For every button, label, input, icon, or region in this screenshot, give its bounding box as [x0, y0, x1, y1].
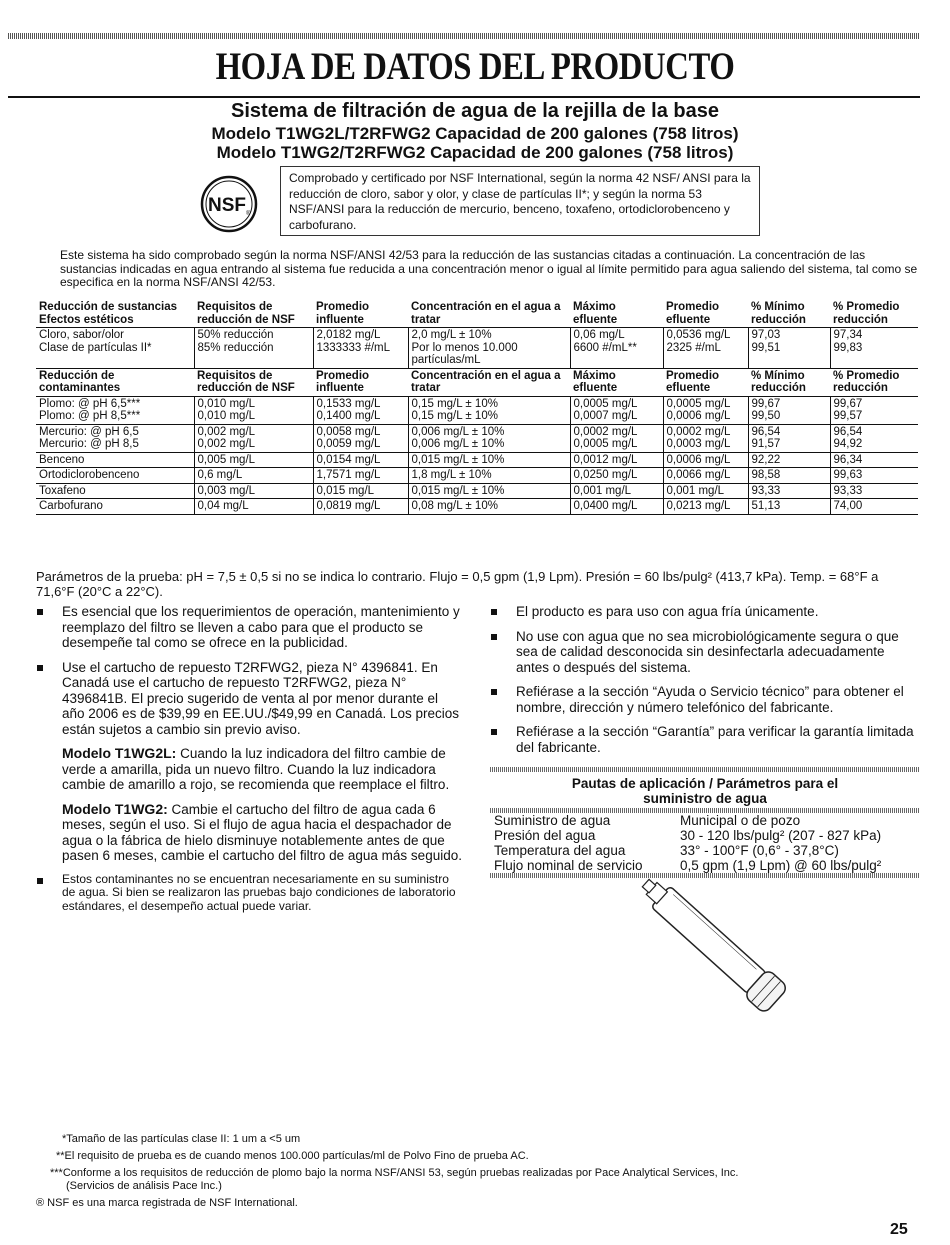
table-cell: 0,0012 mg/L — [570, 452, 663, 468]
table-cell: 0,0058 mg/L 0,0059 mg/L — [313, 424, 408, 452]
table-cell: Mercurio: @ pH 6,5 Mercurio: @ pH 8,5 — [36, 424, 194, 452]
title-rule — [8, 96, 920, 98]
column-header: Promedio influente — [313, 368, 408, 396]
model-line-1: Modelo T1WG2L/T2RFWG2 Capacidad de 200 galones (758 litros) — [211, 124, 739, 143]
table-cell: 0,0536 mg/L 2325 #/mL — [663, 328, 748, 369]
bullet-icon — [37, 665, 43, 671]
hatch-divider — [490, 767, 920, 772]
table-cell: 0,0005 mg/L 0,0007 mg/L — [570, 396, 663, 424]
table-cell: 74,00 — [830, 499, 918, 515]
model-paragraph — [36, 802, 464, 864]
table-cell: 0,003 mg/L — [194, 483, 313, 499]
table-cell: 50% reducción 85% reducción — [194, 328, 313, 369]
reduction-table — [36, 300, 918, 515]
table-cell: Plomo: @ pH 6,5*** Plomo: @ pH 8,5*** — [36, 396, 194, 424]
bullet-text: Use el cartucho de repuesto T2RFWG2, pieza N° 4396841. En Canadá use el cartucho de repuesto T2RFWG2, pieza N° 4396841B. El precio sugerido de venta al por menor durante el año 2006 es de $39,99 en EE.UU./$49,99 en Canadá. Los precios están sujetos a cambio sin previo aviso. — [62, 659, 460, 737]
table-cell: 0,06 mg/L 6600 #/mL** — [570, 328, 663, 369]
certification-box: Comprobado y certificado por NSF International, según la norma 42 NSF/ ANSI para la reducción de cloro, sabor y olor, y clase de partículas II*; y según la norma 53 NSF/ANSI para la reducción de mercurio, benceno, toxafeno, ortodiclorobenceno y carbofurano. — [280, 166, 760, 236]
svg-text:®: ® — [246, 211, 251, 217]
column-header: Promedio efluente — [663, 368, 748, 396]
column-header: Reducción de contaminantes — [36, 368, 194, 396]
table-cell: 0,015 mg/L — [313, 483, 408, 499]
table-cell: 93,33 — [748, 483, 830, 499]
bullet-icon — [491, 634, 497, 640]
table-cell: 0,15 mg/L ± 10% 0,15 mg/L ± 10% — [408, 396, 570, 424]
table-row: Suministro de agua Municipal o de pozo — [494, 813, 801, 828]
column-header: Concentración en el agua a tratar — [408, 300, 570, 328]
table-cell: 96,54 94,92 — [830, 424, 918, 452]
table-cell: Carbofurano — [36, 499, 194, 515]
table-row — [36, 468, 918, 484]
table-cell: 96,54 91,57 — [748, 424, 830, 452]
table-row: Presión del agua 30 - 120 lbs/pulg² (207 - 827 kPa) — [494, 828, 882, 843]
intro-text: Este sistema ha sido comprobado según la norma NSF/ANSI 42/53 para la reducción de las sustancias citadas a continuación. La concentración de las sustancias indicadas en agua entrando al sistema fue reducida a una concentración menor o igual al límite permitido para agua saliendo del sistema, tal como se especifica en la norma NSF/ANSI 42/53. — [60, 248, 918, 289]
column-header: Concentración en el agua a tratar — [408, 368, 570, 396]
table-cell: 0,001 mg/L — [570, 483, 663, 499]
list-item — [490, 604, 920, 620]
column-header: Requisitos de reducción de NSF — [194, 300, 313, 328]
footnote: *Tamaño de las partículas clase II: 1 um a <5 um — [62, 1133, 301, 1145]
guidelines-table — [490, 813, 920, 873]
table-cell: 0,006 mg/L ± 10% 0,006 mg/L ± 10% — [408, 424, 570, 452]
guidelines-section — [490, 767, 920, 878]
table-cell: 2,0182 mg/L 1333333 #/mL — [313, 328, 408, 369]
table-header-row — [36, 300, 918, 328]
bullet-text: Estos contaminantes no se encuentran necesariamente en su suministro de agua. Si bien se realizaron las pruebas bajo condiciones de laboratorio estándares, el desempeño actual puede variar. — [62, 871, 456, 913]
left-column — [36, 604, 464, 922]
column-header: % Mínimo reducción — [748, 368, 830, 396]
table-cell: 93,33 — [830, 483, 918, 499]
bullet-text: Refiérase a la sección “Garantía” para verificar la garantía limitada del fabricante. — [516, 724, 914, 755]
table-cell: 99,67 99,50 — [748, 396, 830, 424]
list-item — [36, 604, 464, 651]
table-cell: 0,0006 mg/L — [663, 452, 748, 468]
table-cell: 97,34 99,83 — [830, 328, 918, 369]
column-header: Máximo efluente — [570, 368, 663, 396]
table-cell: 0,002 mg/L 0,002 mg/L — [194, 424, 313, 452]
bullet-icon — [491, 689, 497, 695]
list-item — [490, 684, 920, 715]
column-header: % Promedio reducción — [830, 300, 918, 328]
table-cell: 1,7571 mg/L — [313, 468, 408, 484]
test-parameters: Parámetros de la prueba: pH = 7,5 ± 0,5 si no se indica lo contrario. Flujo = 0,5 gpm (1,9 Lpm). Presión = 60 lbs/pulg² (413,7 kPa). Temp. = 68°F a 71,6°F (20°C a 22°C). — [36, 569, 879, 599]
filter-cartridge-illustration — [620, 870, 820, 1030]
table-header-row — [36, 368, 918, 396]
bullet-text: El producto es para uso con agua fría únicamente. — [516, 604, 819, 619]
table-row — [36, 424, 918, 452]
list-item — [490, 629, 920, 676]
table-cell: 0,08 mg/L ± 10% — [408, 499, 570, 515]
model-text: Cuando la luz indicadora del filtro cambie de verde a amarilla, pida un nuevo filtro. Cuando la luz indicadora cambie de amarillo a rojo, se recomienda que reemplace el filtro. — [62, 746, 450, 792]
column-header: Promedio influente — [313, 300, 408, 328]
table-row — [36, 396, 918, 424]
footnote: **El requisito de prueba es de cuando menos 100.000 partículas/ml de Polvo Fino de prueba AC. — [56, 1150, 529, 1162]
guidelines-title: Pautas de aplicación / Parámetros para el suministro de agua — [571, 776, 839, 806]
table-cell: 92,22 — [748, 452, 830, 468]
table-cell: 0,005 mg/L — [194, 452, 313, 468]
table-cell: 99,67 99,57 — [830, 396, 918, 424]
table-row: Temperatura del agua 33° - 100°F (0,6° - 37,8°C) — [494, 843, 839, 858]
table-cell: Cloro, sabor/olor Clase de partículas II* — [36, 328, 194, 369]
table-cell: 0,0002 mg/L 0,0005 mg/L — [570, 424, 663, 452]
table-cell: 0,0154 mg/L — [313, 452, 408, 468]
list-item — [36, 660, 464, 738]
top-hatch-bar — [8, 33, 920, 39]
table-cell: 0,010 mg/L 0,010 mg/L — [194, 396, 313, 424]
right-column — [490, 604, 920, 878]
table-cell: 0,015 mg/L ± 10% — [408, 452, 570, 468]
bullet-icon — [491, 609, 497, 615]
table-row — [36, 499, 918, 515]
table-cell: 0,015 mg/L ± 10% — [408, 483, 570, 499]
column-header: Reducción de sustancias Efectos estéticos — [36, 300, 194, 328]
table-cell: 0,0819 mg/L — [313, 499, 408, 515]
table-cell: 0,001 mg/L — [663, 483, 748, 499]
table-cell: Benceno — [36, 452, 194, 468]
footnote: (Servicios de análisis Pace Inc.) — [66, 1180, 222, 1192]
bullet-icon — [37, 878, 43, 884]
table-cell: 0,0250 mg/L — [570, 468, 663, 484]
column-header: Requisitos de reducción de NSF — [194, 368, 313, 396]
footnote: ® NSF es una marca registrada de NSF International. — [36, 1197, 298, 1209]
table-row — [36, 483, 918, 499]
table-cell: Ortodiclorobenceno — [36, 468, 194, 484]
bullet-text: No use con agua que no sea microbiológicamente segura o que sea de calidad desconocida sin desinfectarla adecuadamente antes o después del sistema. — [516, 628, 899, 675]
system-subtitle: Sistema de filtración de agua de la rejilla de la base — [231, 100, 719, 122]
page-number: 25 — [890, 1221, 908, 1238]
table-cell: 0,04 mg/L — [194, 499, 313, 515]
model-paragraph — [36, 746, 464, 793]
model-line-2: Modelo T1WG2/T2RFWG2 Capacidad de 200 galones (758 litros) — [216, 143, 734, 162]
column-header: Promedio efluente — [663, 300, 748, 328]
nsf-logo-text: NSF — [208, 195, 246, 216]
bullet-text: Es esencial que los requerimientos de operación, mantenimiento y reemplazo del filtro se lleven a cabo para que el producto se desempeñe tal como se ofrece en la publicidad. — [62, 604, 460, 650]
table-row: Flujo nominal de servicio 0,5 gpm (1,9 Lpm) @ 60 lbs/pulg² — [494, 858, 882, 873]
table-cell: Toxafeno — [36, 483, 194, 499]
column-header: % Mínimo reducción — [748, 300, 830, 328]
table-cell: 0,0002 mg/L 0,0003 mg/L — [663, 424, 748, 452]
footnotes — [36, 1133, 916, 1210]
table-cell: 0,0400 mg/L — [570, 499, 663, 515]
table-cell: 0,0213 mg/L — [663, 499, 748, 515]
bullet-text: Refiérase a la sección “Ayuda o Servicio técnico” para obtener el nombre, dirección y número telefónico del fabricante. — [516, 684, 904, 715]
table-cell: 99,63 — [830, 468, 918, 484]
page-title: HOJA DE DATOS DEL PRODUCTO — [215, 45, 735, 88]
table-cell: 2,0 mg/L ± 10% Por lo menos 10.000 partículas/mL — [408, 328, 570, 369]
column-header: % Promedio reducción — [830, 368, 918, 396]
footnote: ***Conforme a los requisitos de reducción de plomo bajo la norma NSF/ANSI 53, según pruebas realizadas por Pace Analytical Services, Inc. — [50, 1167, 739, 1179]
bullet-icon — [37, 609, 43, 615]
bullet-icon — [491, 729, 497, 735]
table-cell: 0,6 mg/L — [194, 468, 313, 484]
table-cell: 98,58 — [748, 468, 830, 484]
model-label: Modelo T1WG2L: — [62, 745, 177, 761]
list-item — [490, 724, 920, 755]
table-row — [36, 452, 918, 468]
table-cell: 1,8 mg/L ± 10% — [408, 468, 570, 484]
model-label: Modelo T1WG2: — [62, 800, 168, 817]
table-cell: 0,1533 mg/L 0,1400 mg/L — [313, 396, 408, 424]
table-cell: 0,0005 mg/L 0,0006 mg/L — [663, 396, 748, 424]
model-text: Cambie el cartucho del filtro de agua cada 6 meses, según el uso. Si el flujo de agua hacia el despachador de agua o la fábrica de hielo disminuye notablemente antes de que pasen 6 meses, cambie el cartucho del filtro de agua más seguido. — [62, 801, 462, 863]
table-cell: 96,34 — [830, 452, 918, 468]
column-header: Máximo efluente — [570, 300, 663, 328]
list-item — [36, 873, 464, 914]
nsf-logo-icon — [200, 175, 258, 233]
table-row — [36, 328, 918, 369]
table-cell: 0,0066 mg/L — [663, 468, 748, 484]
table-cell: 97,03 99,51 — [748, 328, 830, 369]
table-cell: 51,13 — [748, 499, 830, 515]
